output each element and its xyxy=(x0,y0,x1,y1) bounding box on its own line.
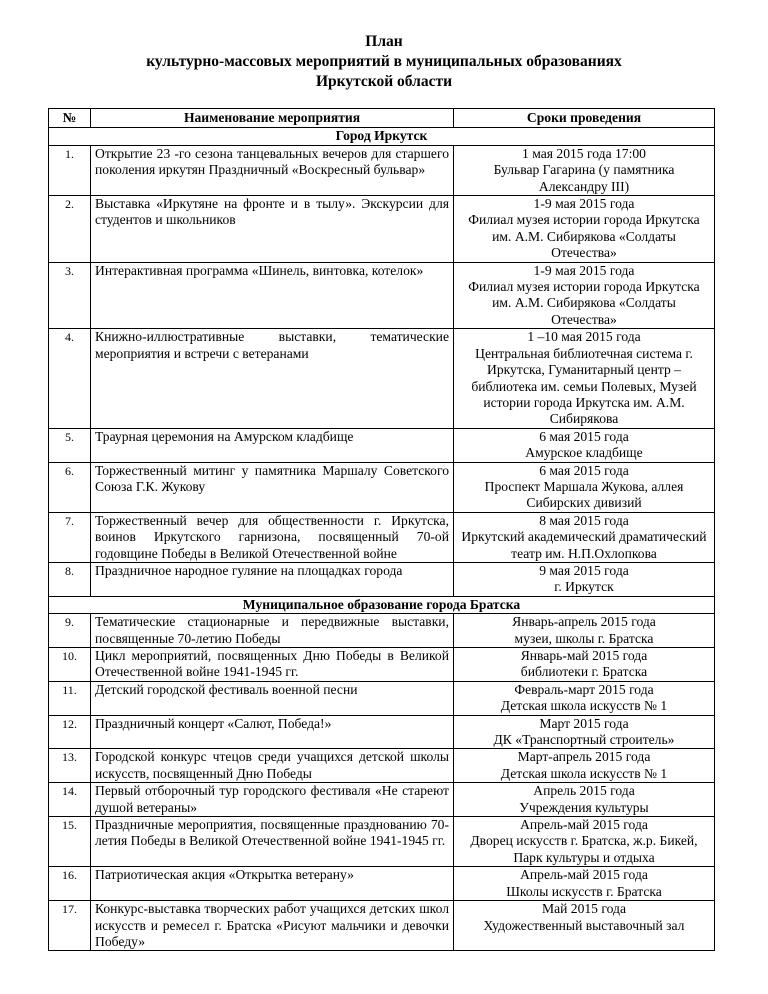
event-name: Книжно-иллюстративные выставки, тематические мероприятия и встречи с ветеранами xyxy=(91,329,454,428)
event-date: 6 мая 2015 года xyxy=(539,428,629,444)
event-date: Апрель 2015 года xyxy=(533,783,635,799)
event-name: Праздничное народное гуляние на площадках города xyxy=(91,562,454,596)
title-line-3: Иркутской области xyxy=(315,73,453,90)
row-number: 13. xyxy=(49,749,91,783)
event-place: Иркутский академический драматический театр им. Н.П.Охлопкова xyxy=(461,529,707,561)
event-date: 1-9 мая 2015 года xyxy=(533,262,635,278)
table-row xyxy=(49,196,715,263)
table-row xyxy=(49,145,715,195)
event-date-place xyxy=(454,715,715,749)
event-date: 1 мая 2015 года 17:00 xyxy=(522,145,646,161)
event-place: библиотеки г. Братска xyxy=(520,664,648,680)
row-number: 7. xyxy=(49,512,91,562)
table-row xyxy=(49,817,715,867)
event-name: Первый отборочный тур городского фестиваля «Не стареют душой ветераны» xyxy=(91,783,454,817)
event-name: Тематические стационарные и передвижные выставки, посвященные 70-летию Победы xyxy=(91,614,454,648)
table-row xyxy=(49,512,715,562)
event-place: Филиал музея истории города Иркутска им. А.М. Сибирякова «Солдаты Отечества» xyxy=(468,212,700,261)
event-place: Проспект Маршала Жукова, аллея Сибирских дивизий xyxy=(484,478,684,511)
event-date: 1-9 мая 2015 года xyxy=(533,196,635,212)
row-number: 8. xyxy=(49,562,91,596)
row-number: 12. xyxy=(49,715,91,749)
event-place: г. Иркутск xyxy=(554,579,614,595)
event-place: Учреждения культуры xyxy=(519,799,649,815)
section-title: Город Иркутск xyxy=(49,128,715,145)
table-row xyxy=(49,867,715,901)
row-number: 16. xyxy=(49,867,91,901)
table-row xyxy=(49,648,715,682)
event-date-place xyxy=(454,783,715,817)
table-body xyxy=(49,128,715,951)
event-date-place xyxy=(454,462,715,512)
event-date: Январь-апрель 2015 года xyxy=(512,614,656,630)
row-number: 17. xyxy=(49,901,91,951)
event-name: Траурная церемония на Амурском кладбище xyxy=(91,428,454,462)
section-title: Муниципальное образование города Братска xyxy=(49,596,715,613)
event-date-place xyxy=(454,817,715,867)
event-place: Детская школа искусств № 1 xyxy=(500,765,668,781)
event-date: Май 2015 года xyxy=(542,901,626,917)
event-date-place xyxy=(454,329,715,428)
event-date: Апрель-май 2015 года xyxy=(520,817,648,833)
event-name: Торжественный вечер для общественности г. Иркутска, воинов Иркутского гарнизона, посвященный 70-ой годовщине Победы в Великой Отечественной войне xyxy=(91,512,454,562)
table-row xyxy=(49,715,715,749)
event-date-place xyxy=(454,262,715,329)
row-number: 11. xyxy=(49,681,91,715)
event-place: Дворец искусств г. Братска, ж.р. Бикей, Парк культуры и отдыха xyxy=(470,833,698,865)
event-date-place xyxy=(454,648,715,682)
row-number: 10. xyxy=(49,648,91,682)
event-date: 9 мая 2015 года xyxy=(539,562,629,578)
event-date: Апрель-май 2015 года xyxy=(520,867,648,883)
event-name: Городской конкурс чтецов среди учащихся детской школы искусств, посвященный Дню Победы xyxy=(91,749,454,783)
event-name: Конкурс-выставка творческих работ учащихся детских школ искусств и ремесел г. Братска «Рисуют мальчики и девочки Победу» xyxy=(91,901,454,951)
event-name: Торжественный митинг у памятника Маршалу Советского Союза Г.К. Жукову xyxy=(91,462,454,512)
event-date-place xyxy=(454,512,715,562)
event-name: Открытие 23 -го сезона танцевальных вечеров для старшего поколения иркутян Праздничный «Воскресный бульвар» xyxy=(91,145,454,195)
section-row xyxy=(49,596,715,613)
event-date-place xyxy=(454,681,715,715)
event-date-place xyxy=(454,867,715,901)
event-date: Март 2015 года xyxy=(539,715,629,731)
table-row xyxy=(49,428,715,462)
event-place: Филиал музея истории города Иркутска им. А.М. Сибирякова «Солдаты Отечества» xyxy=(468,279,700,327)
event-name: Интерактивная программа «Шинель, винтовка, котелок» xyxy=(91,262,454,329)
table-row xyxy=(49,462,715,512)
section-row xyxy=(49,128,715,145)
event-date: Март-апрель 2015 года xyxy=(517,749,651,765)
title-line-1: План xyxy=(365,33,403,50)
table-header-row xyxy=(49,109,715,128)
event-place: Школы искусств г. Братска xyxy=(506,883,662,899)
table-row xyxy=(49,614,715,648)
event-date: Февраль-март 2015 года xyxy=(514,681,654,697)
event-date-place xyxy=(454,749,715,783)
header-number: № xyxy=(49,109,91,128)
row-number: 1. xyxy=(49,145,91,195)
table-row xyxy=(49,262,715,329)
table-row xyxy=(49,783,715,817)
event-date: 1 –10 мая 2015 года xyxy=(527,329,641,345)
event-place: Бульвар Гагарина (у памятника Александру III) xyxy=(493,162,675,194)
event-place: Амурское кладбище xyxy=(525,445,643,461)
event-place: музеи, школы г. Братска xyxy=(514,630,654,646)
event-date: Январь-май 2015 года xyxy=(520,648,648,663)
event-date-place xyxy=(454,562,715,596)
event-date-place xyxy=(454,614,715,648)
row-number: 9. xyxy=(49,614,91,648)
row-number: 4. xyxy=(49,329,91,428)
row-number: 14. xyxy=(49,783,91,817)
table-row xyxy=(49,329,715,428)
title-line-2: культурно-массовых мероприятий в муниципальных образованиях xyxy=(146,53,622,70)
event-date: 6 мая 2015 года xyxy=(539,462,629,478)
table-row xyxy=(49,901,715,951)
event-date-place xyxy=(454,196,715,263)
event-name: Праздничные мероприятия, посвященные празднованию 70-летия Победы в Великой Отечественной войне 1941-1945 гг. xyxy=(91,817,454,867)
event-name: Патриотическая акция «Открытка ветерану» xyxy=(91,867,454,901)
event-name: Цикл мероприятий, посвященных Дню Победы в Великой Отечественной войне 1941-1945 гг. xyxy=(91,648,454,682)
row-number: 3. xyxy=(49,262,91,329)
event-name: Праздничный концерт «Салют, Победа!» xyxy=(91,715,454,749)
table-row xyxy=(49,562,715,596)
events-table xyxy=(48,108,715,951)
header-event-name: Наименование мероприятия xyxy=(91,109,454,128)
event-place: Художественный выставочный зал xyxy=(483,917,685,933)
row-number: 5. xyxy=(49,428,91,462)
event-place: Детская школа искусств № 1 xyxy=(500,698,668,714)
header-dates: Сроки проведения xyxy=(454,109,715,128)
row-number: 6. xyxy=(49,462,91,512)
event-place: ДК «Транспортный строитель» xyxy=(493,732,675,748)
table-row xyxy=(49,681,715,715)
row-number: 15. xyxy=(49,817,91,867)
event-date-place xyxy=(454,145,715,195)
event-name: Детский городской фестиваль военной песни xyxy=(91,681,454,715)
event-date: 8 мая 2015 года xyxy=(539,512,629,528)
event-date-place xyxy=(454,428,715,462)
event-place: Центральная библиотечная система г. Иркутска, Гуманитарный центр – библиотека им. семьи Полевых, Музей истории города Иркутска им. А.М. Сибирякова xyxy=(471,345,697,427)
table-row xyxy=(49,749,715,783)
event-name: Выставка «Иркутяне на фронте и в тылу». Экскурсии для студентов и школьников xyxy=(91,196,454,263)
row-number: 2. xyxy=(49,196,91,263)
document-title xyxy=(0,32,768,92)
event-date-place xyxy=(454,901,715,951)
